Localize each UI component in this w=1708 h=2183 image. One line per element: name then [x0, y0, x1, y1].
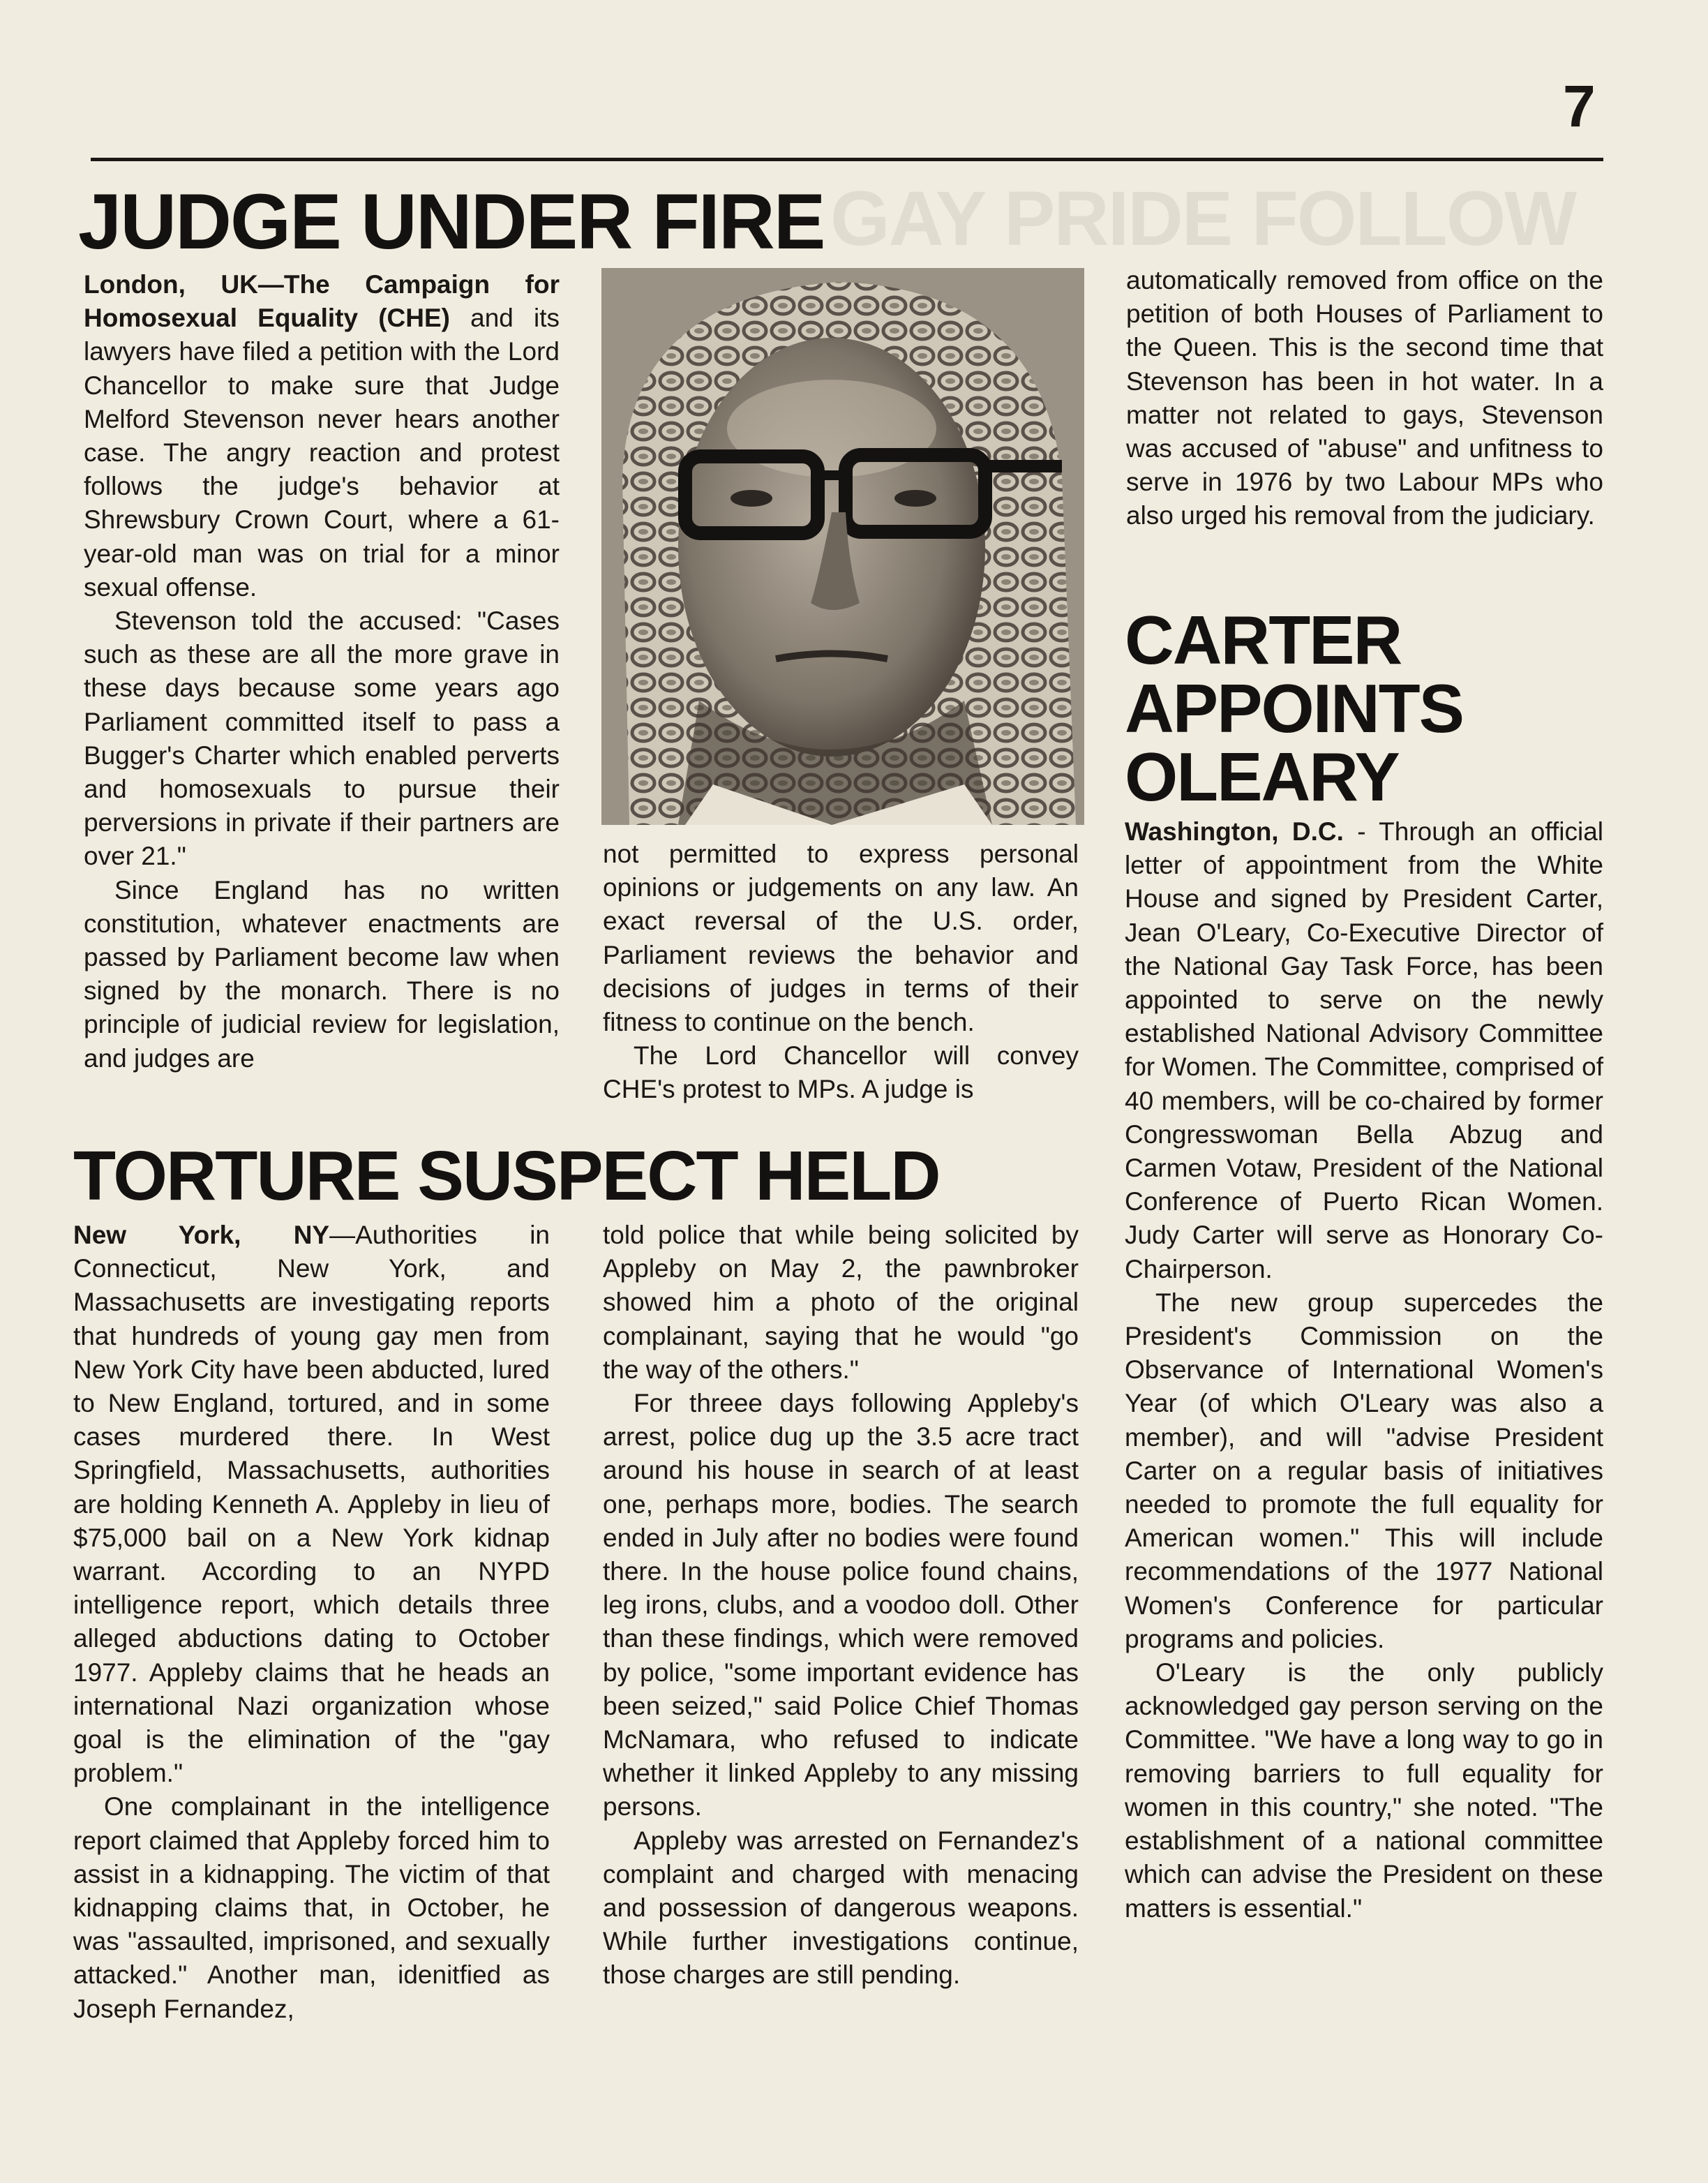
header-rule: [91, 158, 1603, 161]
torture-column-1: [73, 1219, 550, 2026]
judge-para-2: Stevenson told the accused: "Cases such as these are all the more grave in these days because some years ago Parliament committed itself to pass a Bugger's Charter which enabled perverts and homosexuals to pursue their perversions in private if their partners are over 21.": [84, 606, 560, 871]
judge-column-1: [84, 268, 560, 1075]
judge-para-5: The Lord Chancellor will convey CHE's protest to MPs. A judge is: [603, 1041, 1079, 1104]
torture-para-2: One complainant in the intelligence report claimed that Appleby forced him to assist in a kidnapping. The victim of that kidnapping claims that, in October, he was "assaulted, imprisoned, and sexually attacked." Another man, idenitfied as Joseph Fernandez,: [73, 1792, 550, 2023]
bleed-through-headline: GAY PRIDE FOLLOW: [830, 176, 1576, 262]
torture-para-4: For threee days following Appleby's arrest, police dug up the 3.5 acre tract around his house in search of at least one, perhaps more, bodies. The search ended in July after no bodies were found there. In the house police found chains, leg irons, clubs, and a voodoo doll. Other than these findings, which were removed by police, "some important evidence has been seized," said Police Chief Thomas McNamara, who refused to indicate whether it linked Appleby to any missing persons.: [603, 1389, 1079, 1821]
torture-dateline: New York, NY: [73, 1221, 330, 1249]
judge-dateline: London, UK—The Campaign for Homosexual Equality (CHE): [84, 270, 560, 333]
judge-photo: [601, 268, 1084, 825]
carter-dateline: Washington, D.C.: [1125, 817, 1344, 846]
headline-judge: JUDGE UNDER FIRE: [78, 178, 825, 265]
page-number: 7: [1563, 73, 1596, 139]
torture-column-2: [603, 1219, 1079, 1992]
torture-para-3: told police that while being solicited by Appleby on May 2, the pawnbroker showed him a photo of the original complainant, saying that he would "go the way of the others.": [603, 1221, 1079, 1384]
torture-para-1: —Authorities in Connecticut, New York, and Massachusetts are investigating reports that hundreds of young gay men from New York City have been abducted, lured to New England, tortured, and in some cases murdered there. In West Springfield, Massachusetts, authorities are holding Kenneth A. Appleby in lieu of $75,000 bail on a New York kidnap warrant. According to an NYPD intelligence report, which details three alleged abductions dating to October 1977. Appleby claims that he heads an international Nazi organization whose goal is the elimination of the "gay problem.": [73, 1221, 550, 1788]
headline-carter-line-2: APPOINTS: [1125, 670, 1463, 747]
headline-carter-line-3: OLEARY: [1125, 738, 1399, 815]
judge-para-6: automatically removed from office on the petition of both Houses of Parliament to the Queen. This is the second time that Stevenson has been in hot water. In a matter not related to gays, Stevenson was accused of "abuse" and unfitness to serve in 1976 by two Labour MPs who also urged his removal from the judiciary.: [1126, 266, 1603, 530]
carter-column: [1125, 815, 1603, 1925]
judge-column-3: [1126, 264, 1603, 533]
carter-para-2: The new group supercedes the President's Commission on the Observance of International Women's Year (of which O'Leary was also a member), and will "advise President Carter on a regular basis of initiatives needed to promote the full equality for American women." This will include recommendations of the 1977 National Women's Conference for particular programs and policies.: [1125, 1288, 1603, 1653]
carter-para-3: O'Leary is the only publicly acknowledged gay person serving on the Committee. "We have a long way to go in removing barriers to full equality for women in this country," she noted. "The establishment of a national committee which can advise the President on these matters is essential.": [1125, 1658, 1603, 1923]
carter-para-1: - Through an official letter of appointment from the White House and signed by President Carter, Jean O'Leary, Co-Executive Director of the National Gay Task Force, has been appointed to serve on the newly established National Advisory Committee for Women. The Committee, comprised of 40 members, will be co-chaired by former Congresswoman Bella Abzug and Carmen Votaw, President of the National Conference of Puerto Rican Women. Judy Carter will serve as Honorary Co-Chairperson.: [1125, 817, 1603, 1283]
judge-para-3: Since England has no written constitution, whatever enactments are passed by Parliament become law when signed by the monarch. There is no principle of judicial review for legislation, and judges are: [84, 875, 560, 1073]
headline-carter-line-1: CARTER: [1125, 602, 1402, 678]
judge-para-1: and its lawyers have filed a petition with the Lord Chancellor to make sure that Judge Melford Stevenson never hears another case. The angry reaction and protest follows the judge's behavior at Shrewsbury Crown Court, where a 61-year-old man was on trial for a minor sexual offense.: [84, 304, 560, 602]
headline-carter: [1125, 602, 1463, 815]
judge-para-4: not permitted to express personal opinions or judgements on any law. An exact reversal of the U.S. order, Parliament reviews the behavior and decisions of judges in terms of their fitness to continue on the bench.: [603, 840, 1079, 1037]
judge-column-2: [603, 837, 1079, 1107]
torture-para-5: Appleby was arrested on Fernandez's complaint and charged with menacing and possession of dangerous weapons. While further investigations continue, those charges are still pending.: [603, 1826, 1079, 1990]
headline-torture: TORTURE SUSPECT HELD: [73, 1137, 940, 1215]
